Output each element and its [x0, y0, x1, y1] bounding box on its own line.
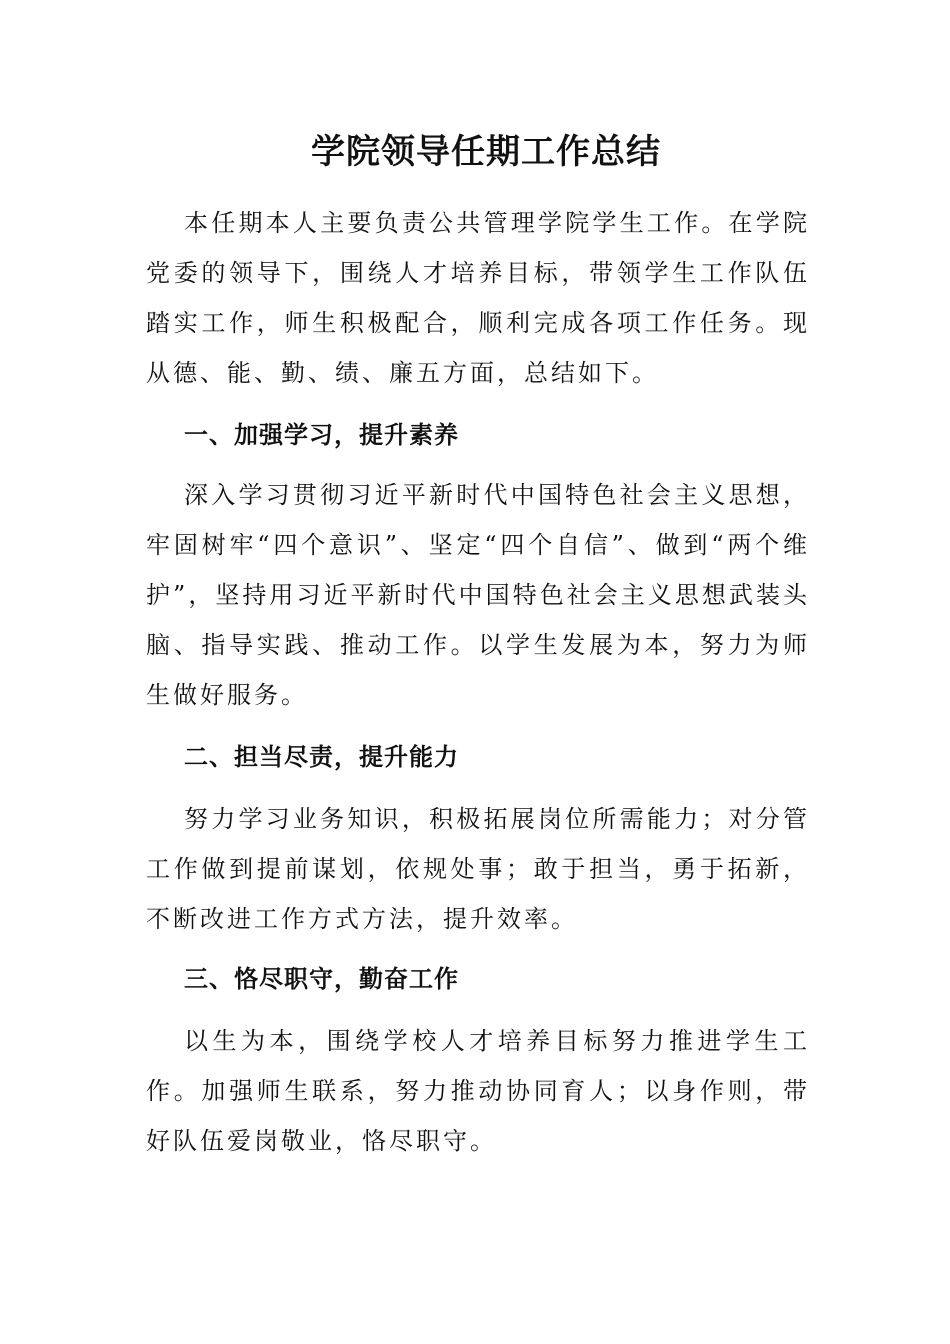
document-title: 学院领导任期工作总结 — [311, 132, 661, 172]
section-heading-2: 二、担当尽责，提升能力 — [184, 742, 459, 771]
intro-paragraph: 本任期本人主要负责公共管理学院学生工作。在学院党委的领导下，围绕人才培养目标，带领学生工作队伍踏实工作，师生积极配合，顺利完成各项工作任务。现从德、能、勤、绩、廉五方面，总结如下。 — [146, 209, 810, 387]
section-body-2: 努力学习业务知识，积极拓展岗位所需能力；对分管工作做到提前谋划，依规处事；敢于担当，勇于拓新，不断改进工作方式方法，提升效率。 — [146, 805, 810, 933]
section-heading-3: 三、恪尽职守，勤奋工作 — [184, 964, 459, 993]
section-body-3: 以生为本，围绕学校人才培养目标努力推进学生工作。加强师生联系，努力推动协同育人；以身作则，带好队伍爱岗敬业，恪尽职守。 — [146, 1027, 810, 1155]
section-heading-1: 一、加强学习，提升素养 — [184, 420, 459, 449]
section-body-1: 深入学习贯彻习近平新时代中国特色社会主义思想，牢固树牢“四个意识”、坚定“四个自信”、做到“两个维护”，坚持用习近平新时代中国特色社会主义思想武装头脑、指导实践、推动工作。以学生发展为本，努力为师生做好服务。 — [146, 481, 810, 709]
